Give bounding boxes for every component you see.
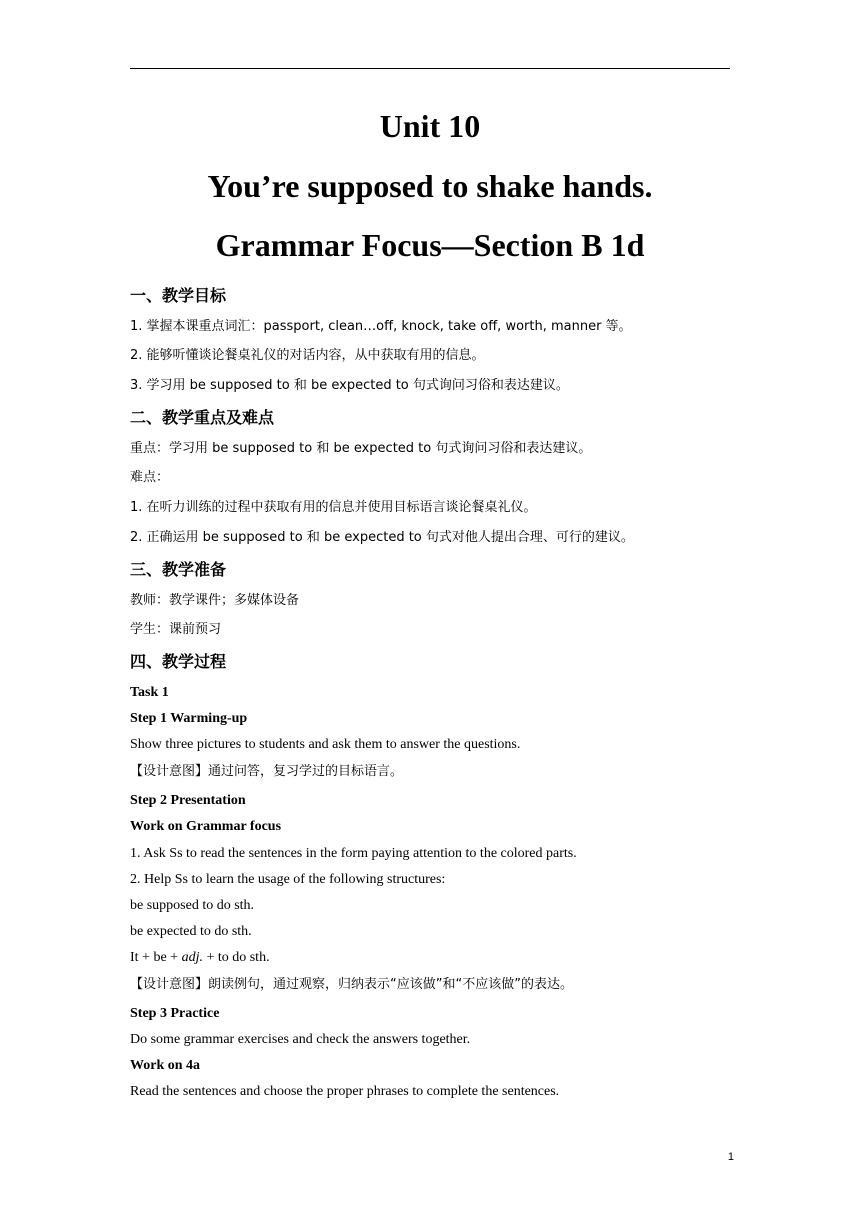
section-heading-preparation: 三、教学准备	[130, 560, 227, 579]
step-subtitle: Work on 4a	[130, 1058, 201, 1073]
structure-example: be supposed to do sth.	[130, 898, 255, 913]
objective-item	[130, 347, 485, 365]
unit-title: Unit 10	[379, 108, 481, 144]
page-number: 1	[727, 1151, 734, 1163]
design-intent	[130, 763, 403, 781]
difficulty-item	[130, 529, 634, 547]
header-rule	[130, 68, 730, 69]
step-title: Step 3 Practice	[130, 1006, 220, 1021]
design-intent	[130, 976, 573, 994]
objective-text: 3. 学习用 be supposed to 和 be expected to 句式询问习俗和表达建议。	[130, 378, 569, 393]
structure-example	[130, 949, 270, 967]
step-subtitle: Work on Grammar focus	[130, 819, 282, 834]
key-point	[130, 440, 591, 458]
task-title: Task 1	[130, 685, 169, 700]
preparation-teacher-text: 教师：教学课件；多媒体设备	[130, 593, 300, 608]
difficulty-text: 难点：	[130, 470, 170, 485]
section-heading-objectives: 一、教学目标	[130, 286, 227, 305]
difficulty-item-text: 2. 正确运用 be supposed to 和 be expected to 句式对他人提出合理、可行的建议。	[130, 530, 634, 545]
preparation-teacher	[130, 592, 299, 610]
lesson-title: You’re supposed to shake hands.	[207, 168, 653, 204]
step-text: 2. Help Ss to learn the usage of the following structures:	[130, 872, 446, 887]
structure-example: be expected to do sth.	[130, 924, 252, 939]
objective-item	[130, 318, 632, 336]
preparation-student	[130, 621, 221, 639]
key-point-text: 重点：学习用 be supposed to 和 be expected to 句式询问习俗和表达建议。	[130, 441, 592, 456]
section-heading-key-points: 二、教学重点及难点	[130, 408, 275, 427]
structure-adj: adj.	[181, 950, 203, 965]
objective-item	[130, 377, 569, 395]
difficulty-item-text: 1. 在听力训练的过程中获取有用的信息并使用目标语言谈论餐桌礼仪。	[130, 500, 537, 515]
step-text: Read the sentences and choose the proper phrases to complete the sentences.	[130, 1084, 560, 1099]
objective-text: 2. 能够听懂谈论餐桌礼仪的对话内容，从中获取有用的信息。	[130, 348, 485, 363]
objective-text: 1. 掌握本课重点词汇：passport, clean…off, knock, take off, worth, manner 等。	[130, 319, 632, 334]
step-title: Step 1 Warming-up	[130, 711, 248, 726]
section-title: Grammar Focus—Section B 1d	[215, 227, 645, 263]
design-intent-text: 【设计意图】通过问答，复习学过的目标语言。	[130, 764, 404, 779]
design-intent-text: 【设计意图】朗读例句，通过观察，归纳表示“应该做”和“不应该做”的表达。	[130, 977, 573, 992]
difficulty-label	[130, 469, 169, 487]
structure-part: It + be +	[130, 950, 182, 965]
section-heading-process: 四、教学过程	[130, 652, 227, 671]
step-text: 1. Ask Ss to read the sentences in the form paying attention to the colored parts.	[130, 846, 577, 861]
step-text: Do some grammar exercises and check the answers together.	[130, 1032, 471, 1047]
structure-part: + to do sth.	[202, 950, 270, 965]
step-text: Show three pictures to students and ask them to answer the questions.	[130, 737, 521, 752]
difficulty-item	[130, 499, 537, 517]
preparation-student-text: 学生：课前预习	[130, 622, 222, 637]
step-title: Step 2 Presentation	[130, 793, 246, 808]
